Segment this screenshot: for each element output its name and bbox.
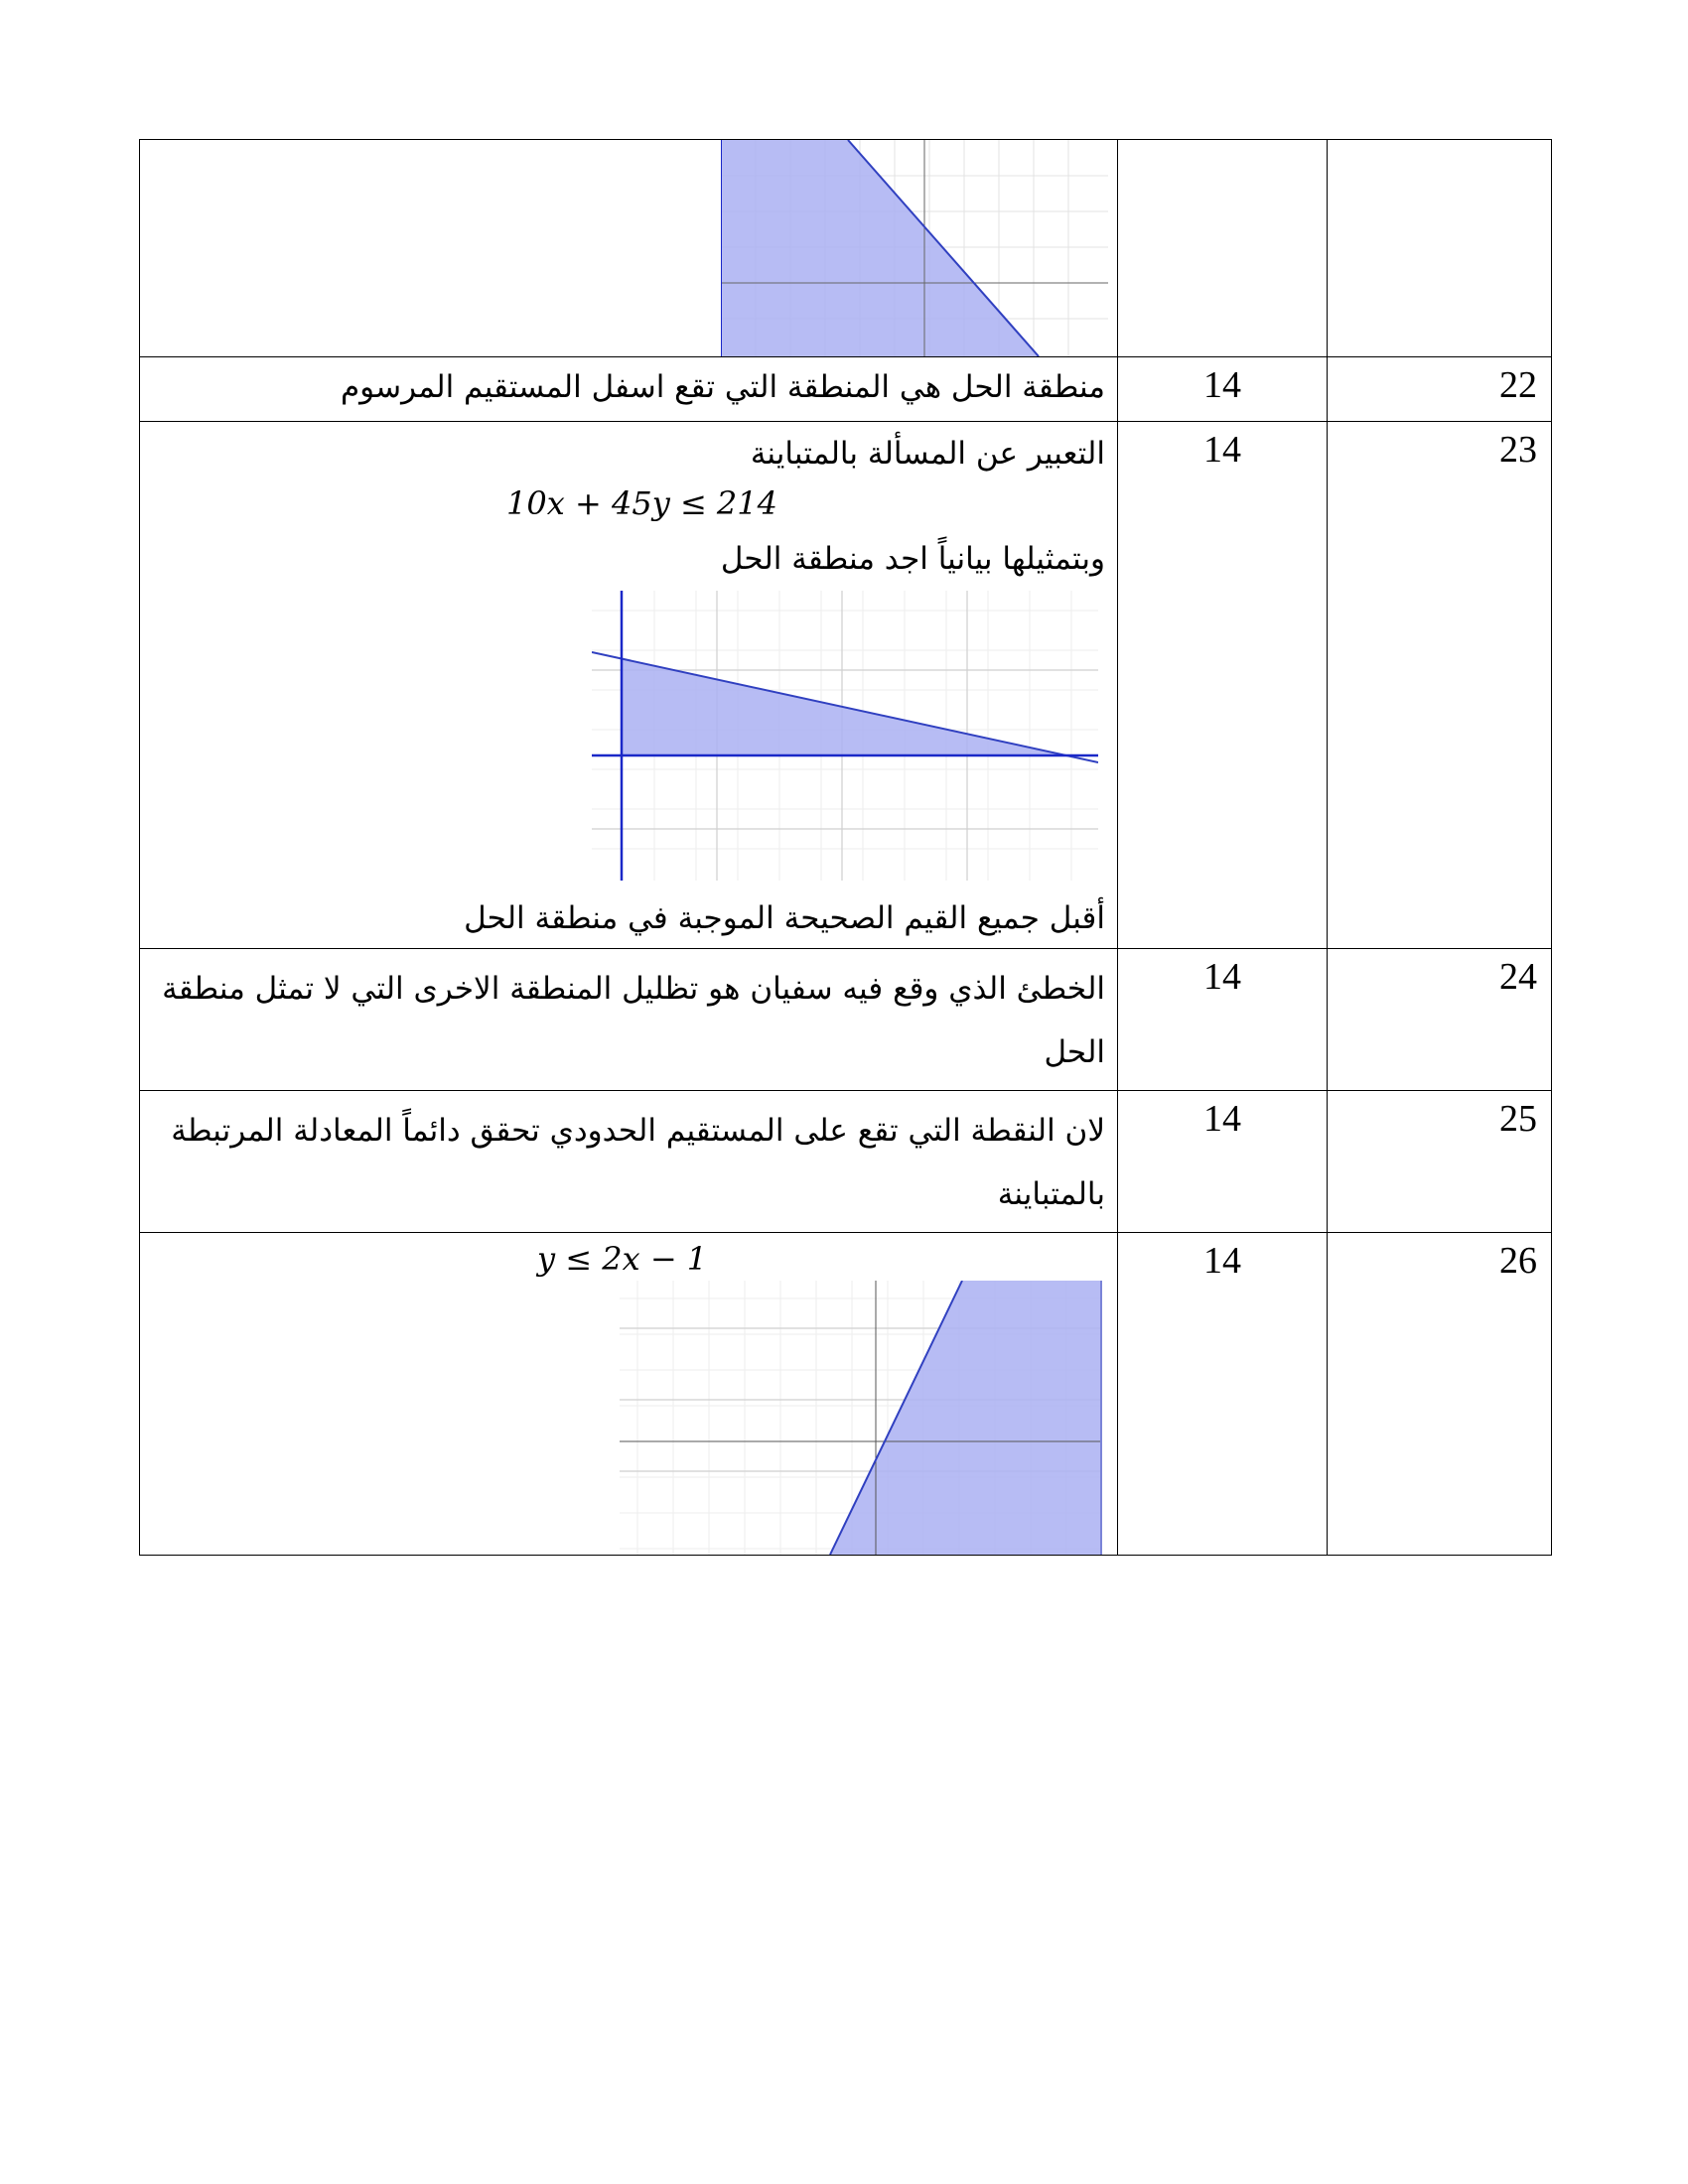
answer-cell	[140, 422, 1118, 949]
number-cell	[1328, 949, 1552, 1091]
answer-text: لان النقطة التي تقع على المستقيم الحدودي تحقق دائماً المعادلة المرتبطة بالمتباينة	[171, 1113, 1105, 1212]
graph-continued	[721, 140, 1117, 356]
page-cell	[1118, 357, 1328, 422]
number-cell	[1328, 1233, 1552, 1556]
graph-inequality	[592, 591, 1117, 881]
graph-inequality	[620, 1281, 1117, 1555]
page-cell	[1118, 949, 1328, 1091]
number-cell	[1328, 357, 1552, 422]
question-number: 25	[1499, 1098, 1537, 1140]
number-cell	[1328, 140, 1552, 357]
answer-text: منطقة الحل هي المنطقة التي تقع اسفل المستقيم المرسوم	[340, 369, 1105, 405]
table-row	[140, 1233, 1552, 1556]
table-row	[140, 949, 1552, 1091]
answer-text: الخطئ الذي وقع فيه سفيان هو تظليل المنطقة الاخرى التي لا تمثل منطقة الحل	[162, 971, 1105, 1070]
question-number: 24	[1499, 956, 1537, 998]
page-cell	[1118, 422, 1328, 949]
question-number: 26	[1499, 1240, 1537, 1282]
table-row	[140, 357, 1552, 422]
page-number: 14	[1203, 956, 1241, 998]
answer-cell	[140, 357, 1118, 422]
inequality: 10x + 45y ≤ 214	[506, 484, 777, 522]
answer-text: التعبير عن المسألة بالمتباينة	[750, 436, 1105, 472]
question-number: 22	[1499, 364, 1537, 406]
answer-text: أقبل جميع القيم الصحيحة الموجبة في منطقة الحل	[464, 900, 1105, 936]
answer-cell	[140, 949, 1118, 1091]
answer-text: وبتمثيلها بيانياً اجد منطقة الحل	[720, 541, 1105, 577]
page-number: 14	[1203, 429, 1241, 471]
page-number: 14	[1203, 364, 1241, 406]
line-graph-image	[592, 591, 1098, 881]
table-row	[140, 140, 1552, 357]
table-row	[140, 422, 1552, 949]
page-cell	[1118, 1091, 1328, 1233]
number-cell	[1328, 422, 1552, 949]
answer-cell	[140, 1091, 1118, 1233]
inequality: y ≤ 2x − 1	[537, 1240, 708, 1278]
line-graph-image	[620, 1281, 1102, 1555]
answer-cell	[140, 1233, 1118, 1556]
page-number: 14	[1203, 1098, 1241, 1140]
number-cell	[1328, 1091, 1552, 1233]
table-row	[140, 1091, 1552, 1233]
page-cell	[1118, 140, 1328, 357]
answers-table	[139, 139, 1552, 1556]
answer-cell	[140, 140, 1118, 357]
line-graph-image	[721, 140, 1108, 356]
page-number: 14	[1203, 1240, 1241, 1282]
question-number: 23	[1499, 429, 1537, 471]
page-cell	[1118, 1233, 1328, 1556]
